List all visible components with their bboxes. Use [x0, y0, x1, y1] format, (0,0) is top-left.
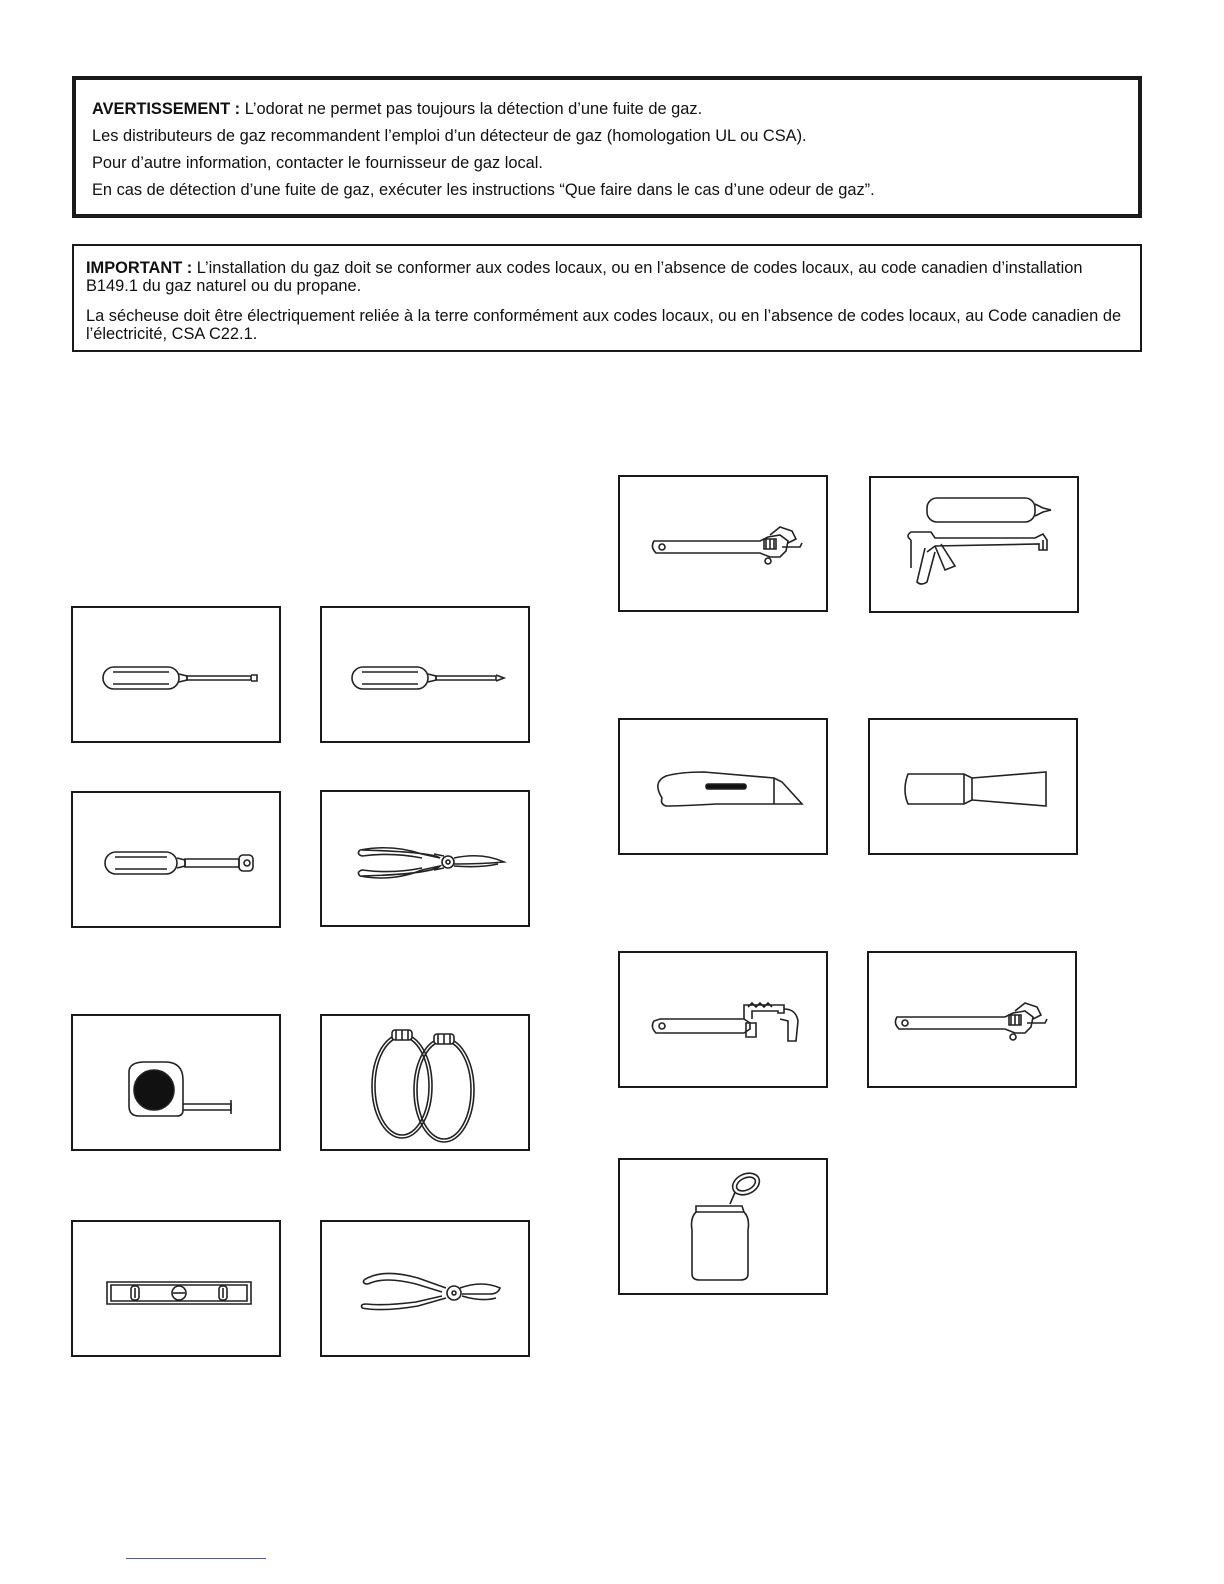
adjustable-wrench-icon [620, 477, 826, 610]
warning-line-4: En cas de détection d’une fuite de gaz, exécuter les instructions “Que faire dans le cas d’une odeur de gaz”. [92, 181, 875, 199]
tool-tape-measure [71, 1014, 281, 1151]
hose-clamps-icon [322, 1016, 528, 1149]
tool-flat-screwdriver [71, 606, 281, 743]
tool-level [71, 1220, 281, 1357]
leak-test-solution-icon [620, 1160, 826, 1293]
warning-box [72, 76, 1142, 218]
nut-driver-icon [73, 793, 279, 926]
important-paragraph-1: IMPORTANT : L’installation du gaz doit se conformer aux codes locaux, ou en l’absence de codes locaux, au code canadien d’installation B149.1 du gaz naturel ou du propane. [86, 259, 1083, 295]
utility-knife-icon [620, 720, 826, 853]
footer-rule [126, 1558, 266, 1559]
warning-line-2: Les distributeurs de gaz recommandent l’emploi d’un détecteur de gaz (homologation UL ou CSA). [92, 127, 807, 145]
tool-adjustable-wrench [618, 475, 828, 612]
tool-pliers [320, 1220, 530, 1357]
warning-line-3: Pour d’autre information, contacter le fournisseur de gaz local. [92, 154, 543, 172]
phillips-screwdriver-icon [322, 608, 528, 741]
tape-measure-icon [73, 1016, 279, 1149]
level-icon [73, 1222, 279, 1355]
tool-nut-driver [71, 791, 281, 928]
adjustable-wrench-icon [869, 953, 1075, 1086]
flat-screwdriver-icon [73, 608, 279, 741]
pliers-icon [322, 1222, 528, 1355]
important-box [72, 244, 1142, 352]
putty-knife-icon [870, 720, 1076, 853]
tool-leak-test-solution [618, 1158, 828, 1295]
tin-snips-icon [322, 792, 528, 925]
tool-pipe-wrench [618, 951, 828, 1088]
tool-hose-clamps [320, 1014, 530, 1151]
pipe-wrench-icon [620, 953, 826, 1086]
tool-putty-knife [868, 718, 1078, 855]
important-paragraph-2: La sécheuse doit être électriquement reliée à la terre conformément aux codes locaux, ou en l’absence de codes locaux, au Code canadien de l’électricité, CSA C22.1. [86, 307, 1122, 343]
tool-utility-knife [618, 718, 828, 855]
tool-adjustable-wrench-2 [867, 951, 1077, 1088]
warning-line-1: AVERTISSEMENT : L’odorat ne permet pas toujours la détection d’une fuite de gaz. [92, 100, 703, 118]
tool-tin-snips [320, 790, 530, 927]
tool-phillips-screwdriver [320, 606, 530, 743]
tool-caulking-gun [869, 476, 1079, 613]
caulking-gun-icon [871, 478, 1077, 611]
